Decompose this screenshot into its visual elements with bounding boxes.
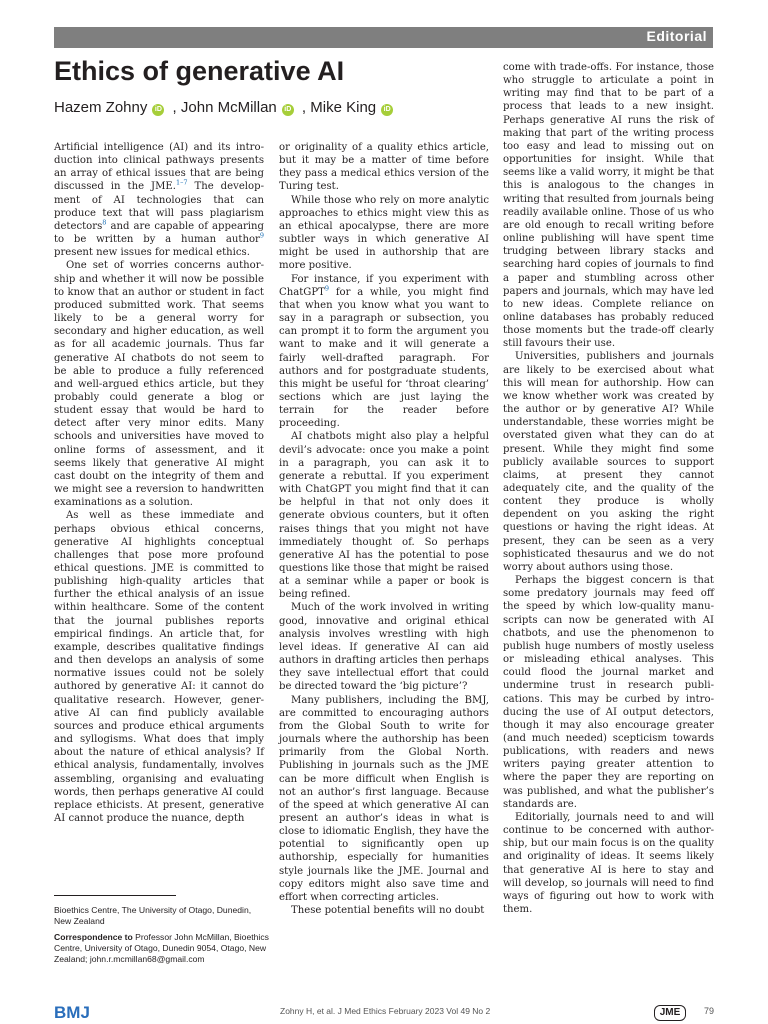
- body-paragraph: [279, 141, 489, 194]
- paragraph-text: As well as these immediate and perhaps obvious ethical concerns, generative AI highlights conceptual challenges that pose more profound ethical questions. JME is committed to publishing high-quality articles that further the ethical analysis of an issue within healthcare. Some of the content that the journal publishes reports empirical findings. An article that, for example, describes qualitative findings and then develops an analysis of some normative issues could not be solely authored by generative AI: it cannot do qualitative research. However, generative AI can find publicly available sources and produce ethical arguments and syllogisms. What does that imply about the nature of ethical analysis? If ethical analysis, fundamentally, involves assembling, organising and evaluating words, then perhaps generative AI could replace ethicists. At present, generative AI cannot produce the nuance, depth: [54, 510, 264, 824]
- body-paragraph: [503, 811, 714, 916]
- paragraph-text: Perhaps the biggest concern is that some predatory journals may feed off the speed by which low-quality manuscripts can now be generated with AI chatbots, and use the phenomenon to publish huge numbers of mostly useless or misleading ethical analyses. This could flood the journal market and undermine trust in research publications. This may be curbed by introducing the use of AI output detectors, though it may also encourage greater (and much needed) scepticism towards publications, with readers and news writers paying greater attention to where the paper they are reporting on was published, and what the publisher’s standards are.: [503, 575, 714, 810]
- section-label: Editorial: [646, 28, 707, 44]
- body-paragraph: [279, 430, 489, 601]
- article-title: Ethics of generative AI: [54, 56, 345, 86]
- author-name[interactable]: John McMillan: [180, 99, 277, 116]
- body-paragraph: [503, 574, 714, 811]
- author-name[interactable]: Mike King: [310, 99, 377, 116]
- paragraph-text: For instance, if you experiment with ChatGPT: [279, 273, 489, 298]
- body-paragraph: [54, 141, 264, 259]
- body-paragraph: [503, 61, 714, 350]
- reference-marker[interactable]: 9: [259, 231, 264, 240]
- author-separator: ,: [297, 99, 307, 116]
- body-paragraph: [279, 601, 489, 693]
- paragraph-text: Editorially, journals need to and will continue to be concerned with authorship, but our main focus is on the quality and originality of ideas. It seems likely that generative AI is here to stay and will develop, so journals will need to find ways of figuring out how to work with them.: [503, 811, 714, 915]
- paragraph-text: come with trade-offs. For instance, those who struggle to articulate a point in writing may find that to be part of a process that leads to a new insight. Perhaps generative AI runs the risk of making that part of the writing process too easy and lead to missing out on opportunities for insight. While that seems like a valid worry, it might be that this is analogous to the changes in writing that resulted from journals being readily available online. Those of us who are old enough to recall writing before online publishing will have spent time trudging between library stacks and searching hard copies of journals to find a paper and stumbling across other papers and journals, which may have led to new ideas. Complete reliance on online databases has probably reduced those moments but the trade-off clearly still favours their use.: [503, 62, 714, 350]
- reference-marker[interactable]: 9: [324, 284, 330, 293]
- page-number: 79: [704, 1006, 715, 1016]
- author-list: [54, 99, 397, 116]
- reference-marker[interactable]: 8: [102, 218, 107, 227]
- paragraph-text: While those who rely on more analytic approaches to ethics might view this as an ethical apocalypse, there are more subtler ways in which generative AI might be used in authorship that are more positive.: [279, 194, 489, 272]
- author-separator: ,: [168, 99, 177, 116]
- orcid-icon[interactable]: iD: [152, 104, 164, 116]
- paragraph-text: These potential benefits will no doubt: [291, 905, 485, 917]
- body-column-1: [54, 141, 264, 825]
- paragraph-text: The development of AI technologies that can produce text that will pass plagiarism detectors: [54, 181, 264, 232]
- paragraph-text: Many publishers, including the BMJ, are committed to encouraging authors from the Global South to write for journals where the authorship has been primarily from the Global North. Publishing in journals such as the JME can be more difficult when English is not an author’s first language. Because of the speed at which generative AI can present an author’s ideas in what is close to idiomatic English, they have the potential to significantly open up authorship, especially for humanities style journals like the JME. Journal and copy editors might also save time and effort when correcting articles.: [279, 694, 489, 903]
- paragraph-text: present new issues for medical ethics.: [54, 247, 250, 259]
- correspondence-label: Correspondence to: [54, 932, 133, 942]
- author-affiliation: Bioethics Centre, The University of Otago, Dunedin, New Zealand: [54, 905, 252, 926]
- paragraph-text: Much of the work involved in writing good, innovative and original ethical analysis involves wrestling with high level ideas. If generative AI can aid authors in drafting articles then perhaps they save intellectual effort that could be directed toward the ‘big picture’?: [279, 602, 489, 693]
- author-name[interactable]: Hazem Zohny: [54, 99, 148, 116]
- paragraph-text: for a while, you might find that when you know what you want to say in a paragraph or subsection, you can prompt it to form the argument you want to make and it will generate a fairly well-drafted paragraph. For authors and for postgraduate students, this might be useful for ‘throat clearing’ sections which are just laying the terrain for the reader before proceeding.: [279, 286, 489, 430]
- footer-citation: Zohny H, et al. J Med Ethics February 2023 Vol 49 No 2: [280, 1006, 491, 1016]
- correspondence-text[interactable]: Professor John McMillan, Bioethics Centre, University of Otago, Dunedin 9054, Otago, New Zealand; john.r.mcmillan68@gmail.com: [54, 932, 269, 964]
- paragraph-text: Artificial intelligence (AI) and its introduction into clinical pathways presents an array of ethical issues that are being discussed in the JME.: [54, 142, 264, 193]
- paragraph-text: and are capable of appearing to be written by a human author: [54, 220, 264, 246]
- reference-marker[interactable]: 1–7: [175, 179, 188, 188]
- footnote-rule: [54, 895, 176, 896]
- body-paragraph: [279, 273, 489, 431]
- bmj-logo[interactable]: BMJ: [54, 1003, 90, 1022]
- correspondence-note: [54, 932, 269, 965]
- orcid-icon[interactable]: iD: [381, 104, 393, 116]
- paragraph-text: or originality of a quality ethics article, but it may be a matter of time before they pass a medical ethics version of the Turing test.: [279, 142, 489, 193]
- body-paragraph: [54, 259, 264, 509]
- body-paragraph: [54, 509, 264, 825]
- paragraph-text: One set of worries concerns authorship and whether it will now be possible to know that an author or student in fact produced submitted work. That seems likely to be a general worry for secondary and higher education, as well as for all academic journals. Thus far generative AI chatbots do not seem to be able to produce a fully referenced and well-argued ethics article, but they probably could generate a blog or student essay that would be hard to detect after very minor edits. Many schools and universities have moved to online forms of assessment, and it seems likely that generative AI might cast doubt on the integrity of them and we might see a reversion to handwritten examinations as a solution.: [54, 260, 264, 509]
- jme-logo-icon[interactable]: JME: [654, 1005, 686, 1021]
- body-paragraph: [279, 694, 489, 905]
- orcid-icon[interactable]: iD: [282, 104, 294, 116]
- body-paragraph: [279, 194, 489, 273]
- body-paragraph: [503, 350, 714, 574]
- body-paragraph: [279, 904, 489, 917]
- section-bar: [54, 27, 713, 48]
- paragraph-text: AI chatbots might also play a helpful devil’s advocate: once you make a point in a paragraph, you can ask it to generate a rebuttal. If you experiment with ChatGPT you might find that it can be helpful in that not only does it generate obvious counters, but it often raises things that you might not have immediately thought of. So perhaps generative AI has the potential to pose questions like those that might be raised at a seminar while a paper or book is being refined.: [279, 431, 489, 601]
- paragraph-text: Universities, publishers and journals are likely to be exercised about what this will mean for authorship. How can we know whether work was created by the author or by generative AI? While understandable, these worries might be overstated given what they can do at present. While they might find some publicly available sources to support claims, at present they cannot adequately cite, and the quality of the content they produce is wholly dependent on you asking the right questions or having the right ideas. At present, they can be seen as a very sophisticated thesaurus and we do not worry about authors using those.: [503, 351, 714, 573]
- body-column-3: [503, 61, 714, 916]
- body-column-2: [279, 141, 489, 917]
